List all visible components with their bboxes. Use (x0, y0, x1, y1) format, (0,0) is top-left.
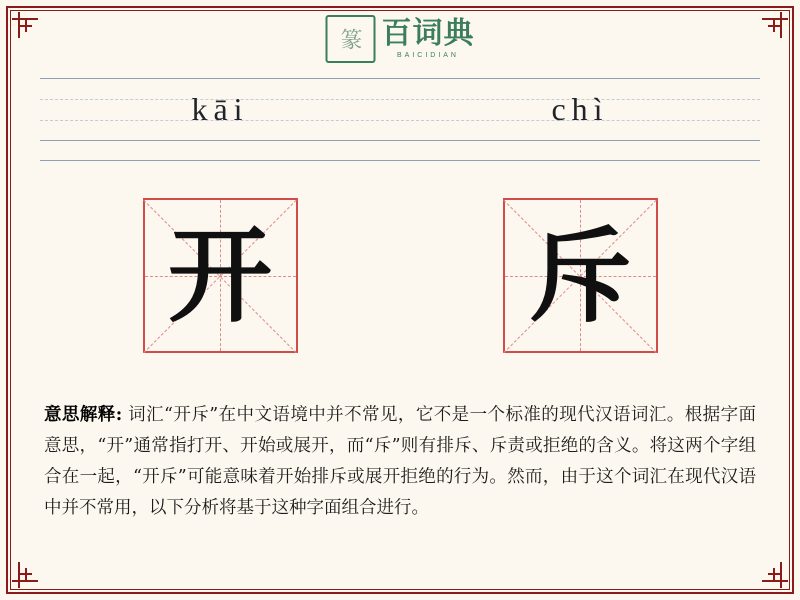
explanation-block (44, 400, 756, 524)
staff-line-4 (40, 140, 760, 141)
hanzi-character-2: 斥 (527, 214, 632, 337)
pinyin-syllable-1: kāi (191, 90, 249, 127)
character-cell-2 (400, 198, 760, 362)
explanation-body: 词汇“开斥”在中文语境中并不常见，它不是一个标准的现代汉语词汇。根据字面意思，“开”通常指打开、开始或展开，而“斥”则有排斥、斥责或拒绝的含义。将这两个字组合在一起，“开斥”可能意味着开始排斥或展开拒绝的行为。然而，由于这个词汇在现代汉语中并不常用，以下分析将基于这种字面组合进行。 (44, 405, 756, 518)
logo-text (381, 16, 475, 59)
logo-title-en: BAICIDIAN (396, 52, 459, 59)
site-logo[interactable] (326, 16, 475, 62)
staff-line-5 (40, 160, 760, 161)
explanation-label: 意思解释: (44, 405, 123, 425)
corner-ornament-top-left (12, 12, 38, 38)
pinyin-syllable-2: chì (551, 90, 609, 127)
tianzige-box-2 (503, 198, 658, 353)
seal-stamp-glyph: 篆 (340, 27, 361, 53)
character-grid-area (40, 198, 760, 362)
corner-ornament-bottom-left (12, 562, 38, 588)
pinyin-staff (40, 78, 760, 162)
pinyin-row (40, 78, 760, 140)
corner-ornament-bottom-right (762, 562, 788, 588)
corner-ornament-top-right (762, 12, 788, 38)
tianzige-box-1 (143, 198, 298, 353)
hanzi-character-1: 开 (167, 214, 272, 337)
logo-title-cn: 百词典 (381, 16, 475, 51)
seal-stamp-icon (326, 15, 376, 63)
character-cell-1 (40, 198, 400, 362)
